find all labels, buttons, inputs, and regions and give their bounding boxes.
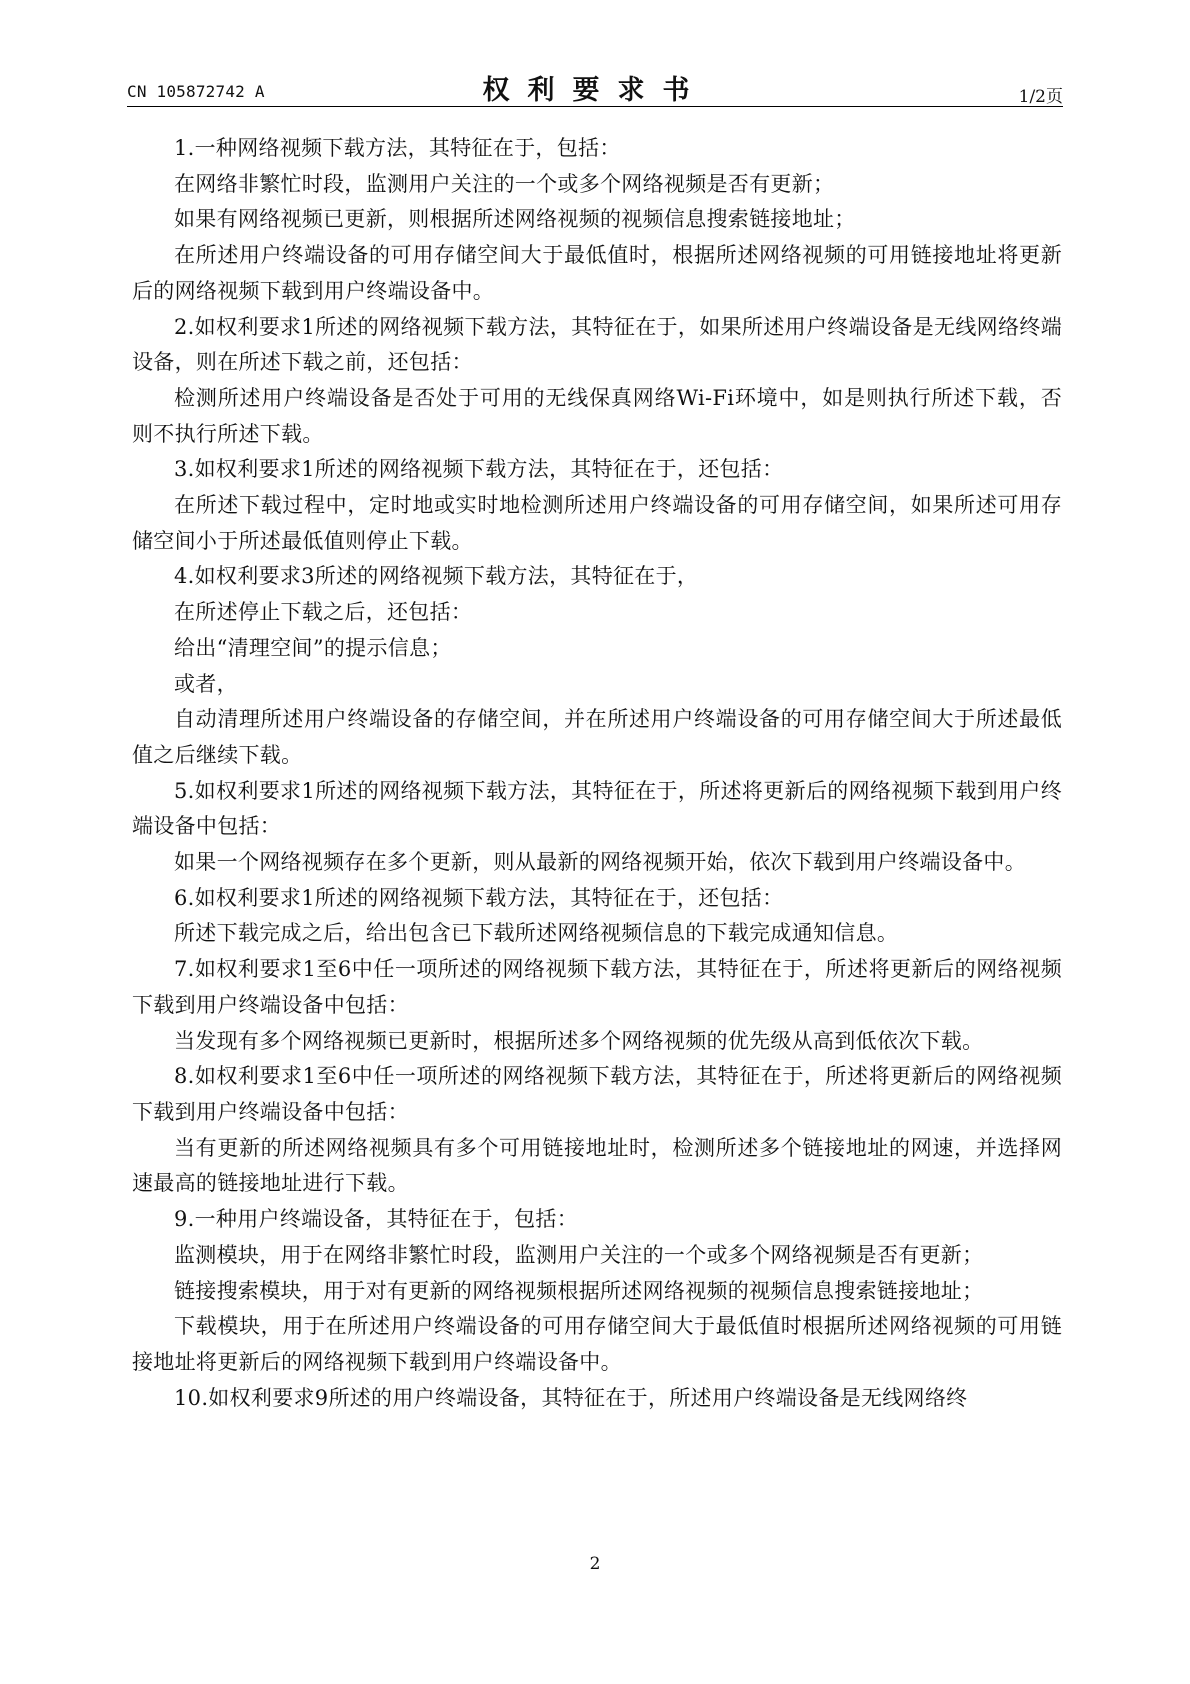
claim-paragraph: 8.如权利要求1至6中任一项所述的网络视频下载方法，其特征在于，所述将更新后的网络视频下载到用户终端设备中包括：: [132, 1064, 1062, 1124]
claim-paragraph: 2.如权利要求1所述的网络视频下载方法，其特征在于，如果所述用户终端设备是无线网络终端设备，则在所述下载之前，还包括：: [132, 314, 1062, 375]
claim-paragraph: 自动清理所述用户终端设备的存储空间，并在所述用户终端设备的可用存储空间大于所述最低值之后继续下载。: [132, 707, 1062, 767]
claim-paragraph: 9.一种用户终端设备，其特征在于，包括：: [174, 1207, 579, 1232]
claim-paragraph: 当有更新的所述网络视频具有多个可用链接地址时，检测所述多个链接地址的网速，并选择网速最高的链接地址进行下载。: [132, 1135, 1062, 1196]
header-divider: [127, 106, 1063, 107]
claim-paragraph: 4.如权利要求3所述的网络视频下载方法，其特征在于，: [174, 564, 699, 589]
claim-paragraph: 在所述停止下载之后，还包括：: [174, 600, 473, 625]
claim-paragraph: 链接搜索模块，用于对有更新的网络视频根据所述网络视频的视频信息搜索链接地址；: [174, 1278, 984, 1303]
document-title: 权利要求书: [482, 75, 708, 106]
claim-paragraph: 当发现有多个网络视频已更新时，根据所述多个网络视频的优先级从高到低依次下载。: [174, 1028, 984, 1053]
claims-body: [132, 131, 1062, 1416]
claim-paragraph: 给出“清理空间”的提示信息；: [174, 635, 452, 660]
page-number: 2: [589, 1554, 601, 1574]
claim-paragraph: 如果有网络视频已更新，则根据所述网络视频的视频信息搜索链接地址；: [174, 207, 856, 232]
document-number: CN 105872742 A: [127, 82, 265, 101]
claim-paragraph: 或者，: [174, 671, 238, 696]
claim-paragraph: 7.如权利要求1至6中任一项所述的网络视频下载方法，其特征在于，所述将更新后的网络视频下载到用户终端设备中包括：: [132, 957, 1062, 1017]
claim-paragraph: 5.如权利要求1所述的网络视频下载方法，其特征在于，所述将更新后的网络视频下载到用户终端设备中包括：: [132, 778, 1062, 839]
claim-paragraph: 10.如权利要求9所述的用户终端设备，其特征在于，所述用户终端设备是无线网络终: [174, 1385, 968, 1410]
claim-paragraph: 如果一个网络视频存在多个更新，则从最新的网络视频开始，依次下载到用户终端设备中。: [174, 850, 1026, 875]
claim-paragraph: 监测模块，用于在网络非繁忙时段，监测用户关注的一个或多个网络视频是否有更新；: [174, 1242, 984, 1267]
claim-paragraph: 所述下载完成之后，给出包含已下载所述网络视频信息的下载完成通知信息。: [174, 921, 899, 946]
claim-paragraph: 检测所述用户终端设备是否处于可用的无线保真网络Wi-Fi环境中，如是则执行所述下载，否则不执行所述下载。: [132, 385, 1062, 446]
claim-paragraph: 在网络非繁忙时段，监测用户关注的一个或多个网络视频是否有更新；: [174, 171, 835, 196]
claim-paragraph: 在所述用户终端设备的可用存储空间大于最低值时，根据所述网络视频的可用链接地址将更新后的网络视频下载到用户终端设备中。: [132, 243, 1062, 303]
claim-paragraph: 1.一种网络视频下载方法，其特征在于，包括：: [174, 136, 621, 160]
page-header: [127, 68, 1063, 108]
claim-paragraph: 在所述下载过程中，定时地或实时地检测所述用户终端设备的可用存储空间，如果所述可用存储空间小于所述最低值则停止下载。: [132, 493, 1062, 553]
claim-paragraph: 下载模块，用于在所述用户终端设备的可用存储空间大于最低值时根据所述网络视频的可用链接地址将更新后的网络视频下载到用户终端设备中。: [132, 1314, 1062, 1374]
claim-paragraph: 3.如权利要求1所述的网络视频下载方法，其特征在于，还包括：: [174, 457, 784, 482]
page-indicator: 1/2页: [1018, 87, 1063, 107]
claim-paragraph: 6.如权利要求1所述的网络视频下载方法，其特征在于，还包括：: [174, 885, 784, 910]
